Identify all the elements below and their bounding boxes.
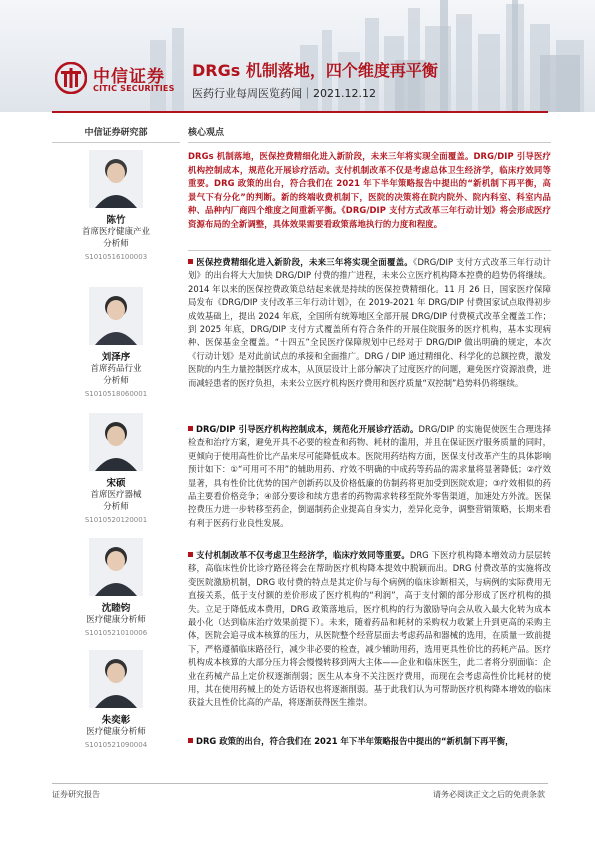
section-divider xyxy=(188,250,551,251)
analyst-name: 陈竹 xyxy=(106,215,126,226)
header-divider xyxy=(52,111,548,113)
analyst-photo xyxy=(89,538,143,596)
paragraph-lead: 支付机制改革不仅考虑卫生经济学，临床疗效同等重要。 xyxy=(196,550,410,560)
paragraph-lead: 医保控费精细化进入新阶段，未来三年将实现全面覆盖。 xyxy=(196,257,413,267)
analyst-name: 沈睦钧 xyxy=(101,603,131,614)
body-paragraph xyxy=(188,549,551,710)
citic-logo xyxy=(55,62,185,98)
body-paragraph xyxy=(188,735,551,748)
analyst-role-2: 分析师 xyxy=(103,502,129,512)
analyst-role: 首席医疗健康产业 xyxy=(81,227,150,237)
research-dept-title: 中信证券研究部 xyxy=(52,125,180,143)
analyst-role-2: 分析师 xyxy=(103,239,129,249)
body-paragraph xyxy=(188,256,551,390)
analyst-card xyxy=(52,150,180,261)
main-content xyxy=(188,125,551,143)
paragraph-lead: DRG/DIP 引导医疗机构控制成本，规范化开展诊疗活动。 xyxy=(196,424,419,434)
analyst-photo xyxy=(89,150,143,208)
analyst-license-id: S1010520120001 xyxy=(84,516,148,524)
report-title: DRGs 机制落地，四个维度再平衡 xyxy=(192,61,438,80)
bullet-square-icon xyxy=(188,738,193,743)
analyst-name: 朱奕彰 xyxy=(101,715,131,726)
analyst-card xyxy=(52,287,180,398)
analyst-role: 医疗健康分析师 xyxy=(86,615,146,625)
analyst-card xyxy=(52,538,180,637)
paragraph-body: DRG/DIP 的实施促使医生合理选择检查和治疗方案，避免开具不必要的检查和药物、耗材的滥用，并且在保证医疗服务质量的同时，更倾向于使用高性价比产品来尽可能降低成本。医院用药结构方面，医保支付改革产生的具体影响预计如下：①“可用可不用”的辅助用药、疗效不明确的中成药等药品的需求量将显著降低；②疗效显著，具有性价比优势的国产创新药以及价格低廉的仿制药将更加受到医院欢迎；③疗效相似的药品主要看价格竞争；④部分要诊和续方患者的药物需求转移至院外零售渠道，加速处方外流。医保控费压力进一步转移至药企，倒逼制药企业提高自身实力，差异化竞争，调整营销策略，长期来看有利于医药行业良性发展。 xyxy=(188,424,551,528)
analyst-role: 首席医疗器械 xyxy=(90,490,142,500)
bullet-square-icon xyxy=(188,426,193,431)
brand-name-cn: 中信证券 xyxy=(93,67,165,87)
analyst-card xyxy=(52,650,180,749)
bullet-square-icon xyxy=(188,552,193,557)
analyst-photo xyxy=(89,287,143,345)
body-paragraph xyxy=(188,423,551,530)
bullet-square-icon xyxy=(188,259,193,264)
analyst-license-id: S1010521010006 xyxy=(84,629,148,637)
analyst-role: 首席药品行业 xyxy=(90,364,142,374)
analyst-column xyxy=(52,125,180,143)
analyst-license-id: S1010521090004 xyxy=(84,741,148,749)
analyst-card xyxy=(52,413,180,524)
citic-emblem-icon xyxy=(55,62,87,94)
analyst-license-id: S1010518060001 xyxy=(84,390,148,398)
analyst-name: 刘泽序 xyxy=(101,352,131,363)
footer-divider xyxy=(52,783,548,784)
analyst-role: 医疗健康分析师 xyxy=(86,727,146,737)
core-view-title: 核心观点 xyxy=(188,125,551,143)
core-view-summary: DRGs 机制落地，医保控费精细化进入新阶段，未来三年将实现全面覆盖。DRG/DIP 引导医疗机构控制成本，规范化开展诊疗活动。支付机制改革不仅是考虑总体卫生经济学，临床疗效同等重要。DRG 政策的出台，符合我们在 2021 年下半年策略报告中提出的“新机制下再平衡，高景气下有分化”的判断。新的终端收费机制下，医院的决策将在院内院外、院内科室、科室内品种、品种内厂商四个维度之间重新平衡。《DRG/DIP 支付方式改革三年行动计划》将会形成医疗资源布局的全新调整，具体效果需要看政策落地执行的力度和程度。 xyxy=(188,151,551,229)
header-banner xyxy=(0,0,595,112)
report-subtitle: 医药行业每周医览药闻｜2021.12.12 xyxy=(192,87,376,100)
analyst-photo xyxy=(89,413,143,471)
paragraph-lead: DRG 政策的出台，符合我们在 2021 年下半年策略报告中提出的“新机制下再平衡， xyxy=(196,736,514,746)
analyst-photo xyxy=(89,650,143,708)
paragraph-body: DRG 下医疗机构降本增效动力层层转移，高临床性价比诊疗路径将会在帮助医疗机构降本提效中脱颖而出。DRG 付费改革的实施将改变医院激励机制，DRG 收付费的特点是其定价与每个病例的临床诊断相关，与病例的实际费用无直接关系，低于支付额的差价形成了医疗机构的“利润”，高于支付额的部分形成了医疗机构的损失。立足于降低成本费用，DRG 政策落地后，医疗机构的行为激励导向会从收入最大化转为成本最小化（达到临床治疗效果前提下）。未来，随着药品和耗材的采购权力收紧上升到更高的采购主体，医院会追寻成本核算的压力，从医院整个经营层面去考虑药品和器械的选用，在质量一致前提下，严格遵循临床路径行，减少非必要的检查，减少辅助用药，选用更具性价比的药耗产品。医疗机构成本核算的大部分压力将会慢慢转移到两大主体——企业和临床医生，此二者将分别面临：企业在药械产品上定价权逐渐削弱；医生从本身不关注医疗费用，而现在会考虑高性价比耗材的使用，其在使用药械上的处方话语权也将逐渐削弱。基于此我们认为可帮助医疗机构降本增效的临床获益大且性价比高的产品，将逐渐获得医生推崇。 xyxy=(188,550,552,708)
analyst-license-id: S1010516100003 xyxy=(84,253,148,261)
brand-name-en: CITIC SECURITIES xyxy=(93,84,175,93)
footer-disclaimer-note: 请务必阅读正文之后的免责条款 xyxy=(433,790,545,799)
footer-report-type: 证券研究报告 xyxy=(52,790,100,799)
analyst-role-2: 分析师 xyxy=(103,376,129,386)
analyst-name: 宋硕 xyxy=(106,478,126,489)
paragraph-body: 《DRG/DIP 支付方式改革三年行动计划》的出台将大大加快 DRG/DIP 付费的推广进程，未来公立医疗机构降本控费的趋势仍将继续。2014 年以来的医保控费政策总结起来就是持续的医保控费精细化。11 月 26 日，国家医疗保障局发布《DRG/DIP 支付改革三年行动计划》，在 2019-2021 年 DRG/DIP 付费国家试点取得初步成效基础上，提出 2024 年底，全国所有统筹地区全部开展 DRG/DIP 付费模式改革全覆盖工作；到 2025 年底，DRG/DIP 支付方式覆盖所有符合条件的开展住院服务的医疗机构，基本实现病种、医保基金全覆盖。“十四五”全民医疗保障规划中已经对于 DRG/DIP 做出明确的规定，本次《行动计划》是对此前试点的承接和全面推广。DRG / DIP 通过精细化、科学化的总额控费，激发医院的内生力量控制医疗成本，从顶层设计上部分解决了过度医疗的问题，避免医疗资源浪费，进而减轻患者的医疗负担，未来公立医疗机构医疗费用和医疗质量“双控制”趋势料仍将继续。 xyxy=(188,257,552,388)
